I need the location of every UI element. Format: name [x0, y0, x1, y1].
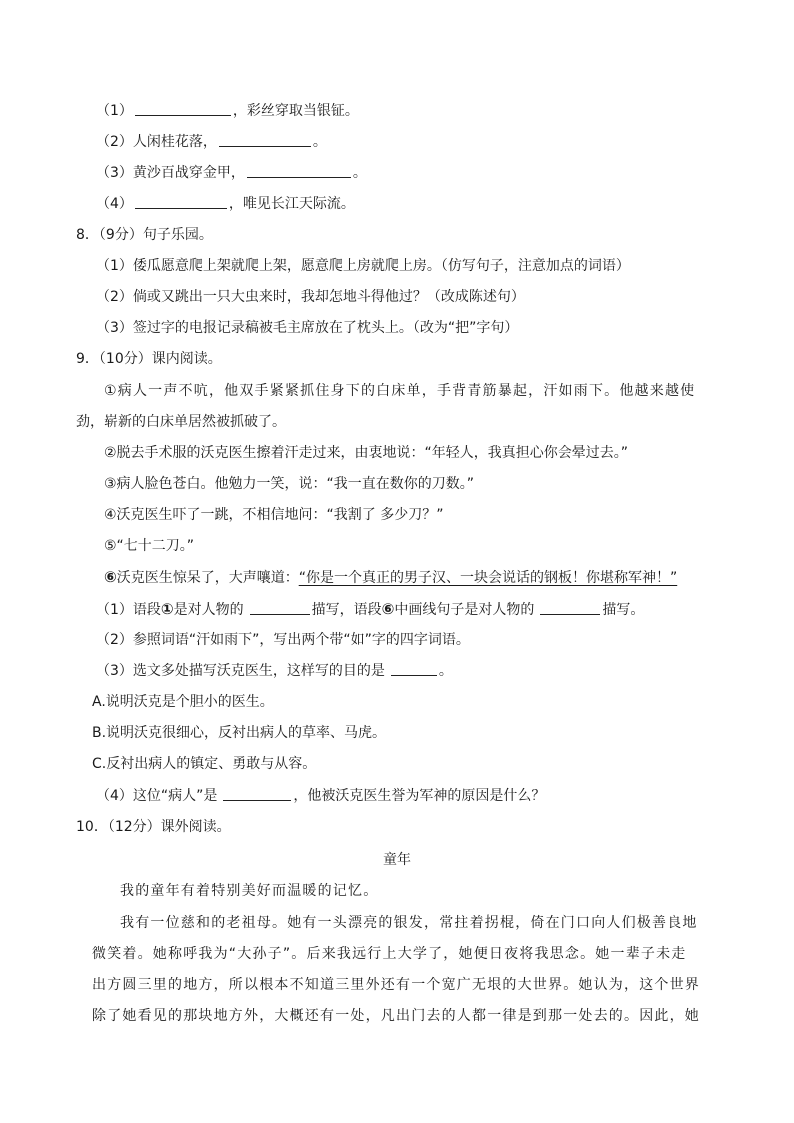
q10-para-2b: 微笑着。她称呼我为“大孙子”。后来我远行上大学了，她便日夜将我思念。她一辈子未走 — [92, 946, 687, 962]
q9-3-end: 。 — [438, 663, 453, 679]
paragraph-marker: ⑥ — [104, 568, 117, 586]
q10-para-2a: 我有一位慈和的老祖母。她有一头漂亮的银发，常拄着拐棍，倚在门口向人们极善良地 — [120, 915, 698, 931]
passage-title: 童年 — [383, 852, 411, 868]
q7-3-number: （3） — [96, 165, 133, 181]
answer-blank[interactable] — [247, 163, 351, 178]
q8-item-2: （2）倘或又跳出一只大虫来时，我却怎地斗得他过？（改成陈述句） — [96, 289, 525, 305]
q9-question-3 — [96, 661, 453, 681]
q7-1-number: （1） — [96, 103, 133, 119]
q10-para-1: 我的童年有着特别美好而温暖的记忆。 — [120, 883, 379, 899]
q9-para-2: ②脱去手术服的沃克医生擦着汗走过来，由衷地说：“年轻人，我真担心你会晕过去。” — [104, 445, 629, 461]
q7-line-2 — [96, 132, 327, 152]
answer-blank[interactable] — [391, 661, 437, 676]
q9-1-text-e: 描写。 — [602, 602, 645, 618]
q10-heading: 10．（12分）课外阅读。 — [76, 819, 231, 835]
q9-underlined-quote: “你是一个真正的男子汉、一块会说话的钢板！你堪称军神！” — [298, 570, 678, 586]
answer-blank[interactable] — [135, 194, 227, 209]
q7-2-text: 人闲桂花落， — [132, 134, 217, 150]
paragraph-marker: ⑥ — [381, 600, 395, 618]
q9-1-text-b: 是对人物的 — [173, 602, 244, 618]
q7-4-number: （4） — [96, 196, 133, 212]
q9-para-6 — [104, 567, 677, 588]
q7-2-end: 。 — [312, 134, 327, 150]
q9-para-1b: 劲，崭新的白床单居然被抓破了。 — [76, 414, 286, 430]
paragraph-marker: ① — [160, 600, 174, 618]
q7-2-number: （2） — [96, 134, 133, 150]
q9-para-4: ④沃克医生吓了一跳，不相信地问：“我割了 多少刀？” — [104, 507, 444, 523]
q8-item-3: （3）签过字的电报记录稿被毛主席放在了枕头上。（改为“把”字句） — [96, 320, 519, 336]
q9-question-1 — [96, 599, 644, 620]
q7-4-text: ，唯见长江天际流。 — [228, 196, 355, 212]
answer-blank[interactable] — [540, 600, 600, 615]
answer-blank[interactable] — [135, 101, 231, 116]
q7-1-text: ，彩丝穿取当银钲。 — [232, 103, 359, 119]
q10-para-2c: 出方圆三里的地方，所以根本不知道三里外还有一个宽广无垠的大世界。她认为，这个世界 — [92, 977, 700, 993]
q9-1-text-d: 中画线句子是对人物的 — [394, 602, 535, 618]
q8-item-1: （1）倭瓜愿意爬上架就爬上架，愿意爬上房就爬上房。（仿写句子，注意加点的词语） — [96, 258, 630, 274]
q9-para-3: ③病人脸色苍白。他勉力一笑，说：“我一直在数你的刀数。” — [104, 476, 475, 492]
answer-blank[interactable] — [250, 600, 310, 615]
q9-option-b: B.说明沃克很细心，反衬出病人的草率、马虎。 — [92, 725, 387, 741]
q7-line-3 — [96, 163, 367, 183]
q7-3-text: 黄沙百战穿金甲， — [132, 165, 245, 181]
q9-para-5: ⑤“七十二刀。” — [104, 538, 195, 554]
q9-question-4 — [96, 786, 545, 806]
q9-para-1a: ①病人一声不吭，他双手紧紧抓住身下的白床单，手背青筋暴起，汗如雨下。他越来越使 — [104, 383, 696, 399]
q7-line-1 — [96, 101, 359, 121]
q8-heading: 8．（9分）句子乐园。 — [76, 227, 213, 243]
q9-question-2: （2）参照词语“汗如雨下”，写出两个带“如”字的四字词语。 — [96, 632, 470, 648]
q9-1-text-a: （1）语段 — [96, 602, 161, 618]
q10-para-2d: 除了她看见的那块地方外，大概还有一处，凡出门去的人都一律是到那一处去的。因此，她 — [92, 1008, 700, 1024]
answer-blank[interactable] — [219, 132, 311, 147]
q9-4-text-a: （4）这位“病人”是 — [96, 788, 218, 804]
answer-blank[interactable] — [223, 786, 291, 801]
q7-line-4 — [96, 194, 355, 214]
q9-para-6-intro: 沃克医生惊呆了，大声嚷道： — [116, 570, 299, 586]
q7-3-end: 。 — [352, 165, 367, 181]
q9-3-text: （3）选文多处描写沃克医生，这样写的目的是 — [96, 663, 385, 679]
q9-option-c: C.反衬出病人的镇定、勇敢与从容。 — [92, 756, 317, 772]
q9-heading: 9．（10分）课内阅读。 — [76, 351, 222, 367]
q9-4-text-b: ，他被沃克医生誉为军神的原因是什么？ — [293, 788, 546, 804]
q9-option-a: A.说明沃克是个胆小的医生。 — [92, 694, 274, 710]
q9-1-text-c: 描写，语段 — [311, 602, 382, 618]
